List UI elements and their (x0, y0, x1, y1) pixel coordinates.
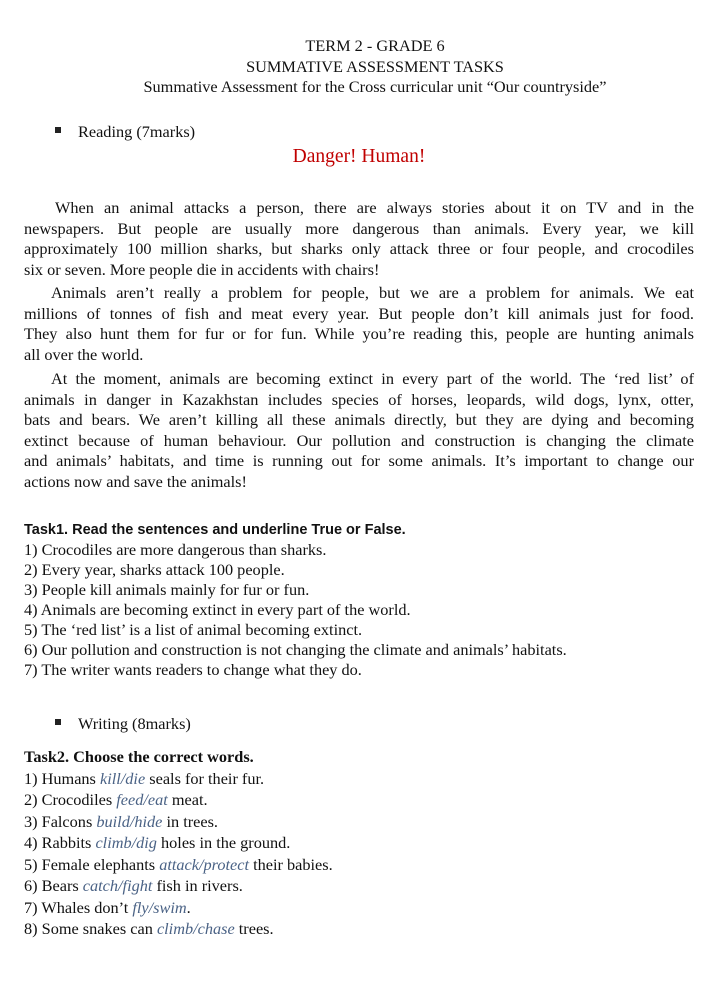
reading-paragraph-1 (24, 198, 694, 280)
word-options: climb/dig (95, 833, 157, 852)
item-text: 2) Crocodiles (24, 790, 117, 809)
word-options: feed/eat (116, 790, 168, 809)
item-text: 1) Humans (24, 768, 100, 788)
task2-item (24, 811, 333, 833)
word-options: attack/protect (159, 854, 250, 874)
reading-section-label: Reading (7marks) (78, 122, 196, 141)
task1-item: 5) The ‘red list’ is a list of animal becoming extinct. (24, 620, 363, 639)
task1 (24, 520, 567, 680)
task2-item (24, 918, 333, 940)
item-text: in trees. (162, 811, 218, 831)
item-text: . (186, 897, 191, 917)
task2-item (24, 897, 333, 919)
reading-paragraph-3 (24, 369, 694, 492)
text-line: all over the world. (24, 344, 144, 364)
word-options: catch/fight (82, 876, 153, 895)
item-text: seals for their fur. (145, 768, 265, 788)
word-options: build/hide (96, 811, 163, 831)
text-line: At the moment, animals are becoming extinct in every part of the world. The ‘red list’ of (51, 369, 694, 388)
word-options: fly/swim (132, 897, 187, 917)
task1-item: 1) Crocodiles are more dangerous than sharks. (24, 540, 327, 559)
task1-item: 4) Animals are becoming extinct in every part of the world. (24, 600, 411, 619)
reading-title: Danger! Human! (292, 146, 426, 167)
item-text: trees. (234, 919, 274, 938)
item-text: 7) Whales don’t (24, 897, 133, 917)
word-options: kill/die (99, 768, 146, 788)
item-text: 6) Bears (24, 876, 83, 895)
item-text: 8) Some snakes can (24, 919, 157, 938)
text-line: six or seven. More people die in accidents with chairs! (24, 259, 380, 279)
task1-title: Task1. Read the sentences and underline True or False. (24, 522, 406, 538)
task2-item (24, 768, 333, 790)
item-text: their babies. (249, 854, 333, 874)
text-line: approximately 100 million sharks, but sharks only attack three or four people, and crocodiles (24, 239, 694, 258)
text-line: animals in danger in Kazakhstan includes species of horses, leopards, wild dogs, lynx, otter, (24, 389, 694, 409)
task2 (24, 746, 333, 940)
header-term-grade: TERM 2 - GRADE 6 (305, 36, 445, 55)
task1-item: 6) Our pollution and construction is not changing the climate and animals’ habitats. (24, 640, 567, 659)
task2-item (24, 789, 333, 811)
item-text: fish in rivers. (152, 876, 243, 895)
reading-paragraph-2 (24, 283, 694, 365)
item-text: 4) Rabbits (24, 833, 96, 852)
item-text: holes in the ground. (156, 833, 291, 852)
text-line: When an animal attacks a person, there are always stories about it on TV and in the (55, 198, 694, 217)
bullet-icon (55, 719, 61, 725)
text-line: Animals aren’t really a problem for people, but we are a problem for animals. We eat (51, 283, 694, 302)
item-text: 5) Female elephants (24, 854, 160, 874)
task1-item: 7) The writer wants readers to change what they do. (24, 660, 362, 679)
task2-item (24, 854, 333, 876)
header-unit-title: Summative Assessment for the Cross curricular unit “Our countryside” (143, 77, 607, 96)
text-line: actions now and save the animals! (24, 471, 247, 491)
writing-section-label: Writing (8marks) (78, 714, 191, 733)
task1-item: 2) Every year, sharks attack 100 people. (24, 560, 285, 579)
bullet-icon (55, 127, 61, 133)
item-text: 3) Falcons (24, 811, 97, 831)
task2-title: Task2. Choose the correct words. (24, 747, 254, 766)
text-line: They also hunt them for fur or for fun. While you’re reading this, people are hunting animals (24, 324, 694, 343)
item-text: meat. (167, 790, 208, 809)
text-line: extinct because of human behaviour. Our pollution and construction is changing the climate (24, 430, 694, 450)
text-line: newspapers. But people are usually more dangerous than animals. Every year, we kill (24, 218, 694, 238)
header-assessment-tasks: SUMMATIVE ASSESSMENT TASKS (246, 57, 504, 76)
task1-item: 3) People kill animals mainly for fur or fun. (24, 580, 310, 599)
text-line: and animals’ habitats, and time is running out for some animals. It’s important to change our (24, 451, 694, 470)
task2-item (24, 832, 333, 854)
text-line: bats and bears. We aren’t killing all these animals directly, but they are dying and becoming (24, 410, 694, 429)
task2-item (24, 875, 333, 897)
text-line: millions of tonnes of fish and meat every year. But people don’t kill animals just for food. (24, 303, 694, 323)
word-options: climb/chase (156, 919, 235, 938)
